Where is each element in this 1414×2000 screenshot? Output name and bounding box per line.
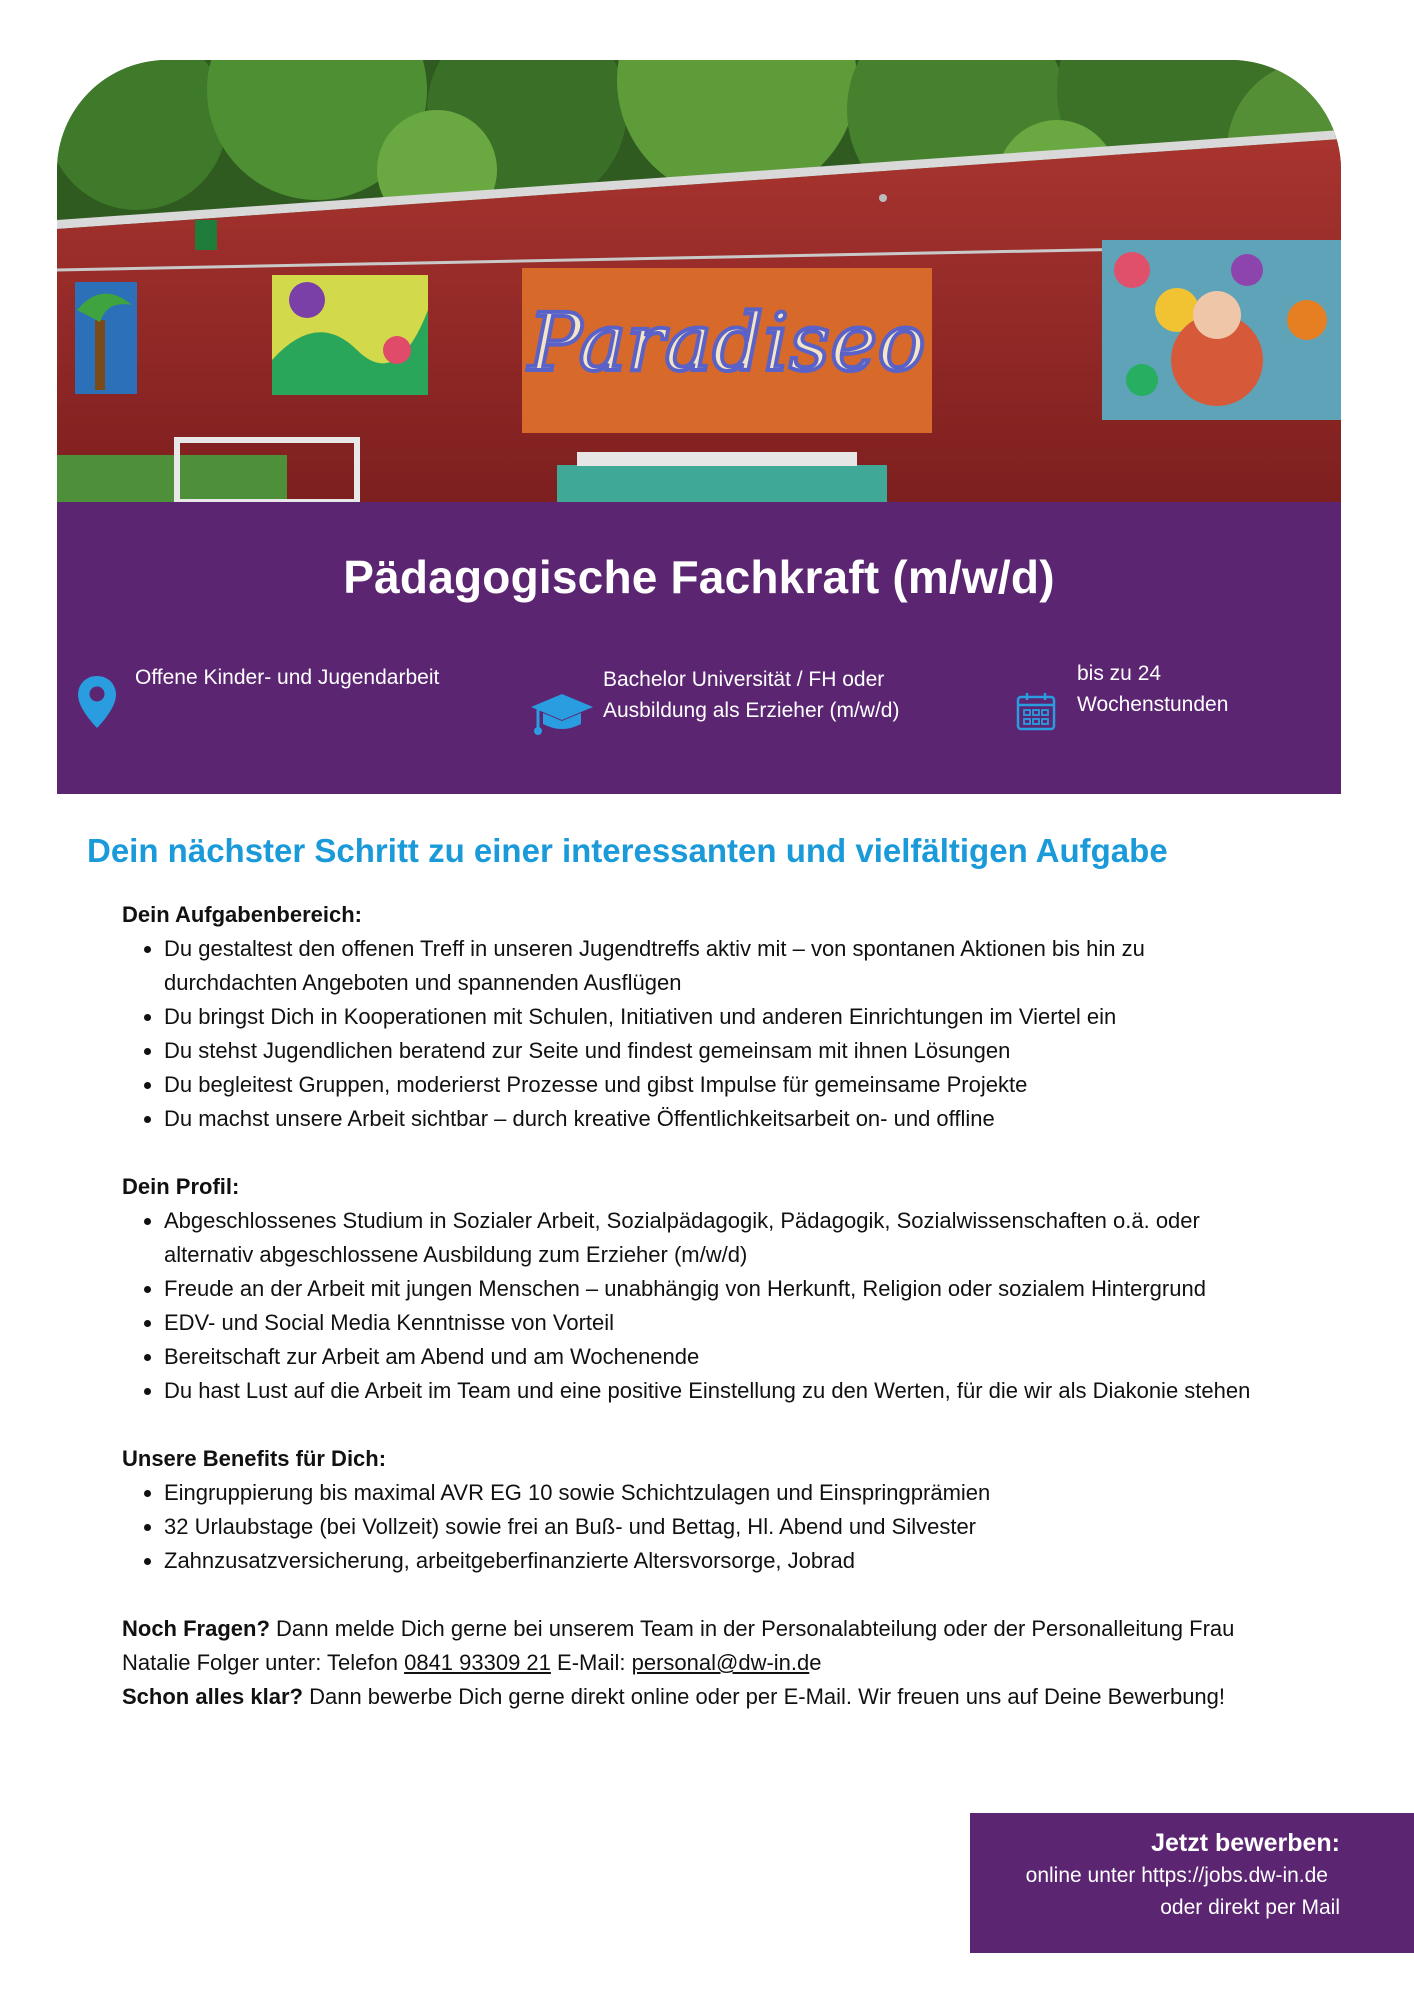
info-working-hours-line-2: Wochenstunden bbox=[1077, 693, 1229, 716]
info-field-of-work-line: Offene Kinder- und Jugendarbeit bbox=[135, 666, 440, 689]
section-heading: Dein nächster Schritt zu einer interessanten und vielfältigen Aufgabe bbox=[87, 832, 1168, 869]
profile-list bbox=[122, 1204, 1282, 1408]
contact-info bbox=[122, 1612, 1252, 1714]
list-item: • Eingruppierung bis maximal AVR EG 10 sowie Schichtzulagen und Einspringprämien bbox=[164, 1476, 1282, 1510]
apply-online-link[interactable]: online unter https://jobs.dw-in.de bbox=[1025, 1864, 1328, 1887]
email-label: E-Mail: bbox=[550, 1650, 632, 1675]
ready-text: Dann bewerbe Dich gerne direkt online oder per E-Mail. Wir freuen uns auf Deine Bewerbung! bbox=[302, 1684, 1226, 1709]
list-item: • Zahnzusatzversicherung, arbeitgeberfinanzierte Altersvorsorge, Jobrad bbox=[164, 1544, 1282, 1578]
list-item: • Du gestaltest den offenen Treff in unseren Jugendtreffs aktiv mit – von spontanen Aktionen bis hin zu durchdachten Angeboten und spannenden Ausflügen bbox=[164, 932, 1282, 1000]
benefits-list bbox=[122, 1476, 1282, 1578]
list-item: • Abgeschlossenes Studium in Sozialer Arbeit, Sozialpädagogik, Pädagogik, Sozialwissenschaften o.ä. oder alternativ abgeschlossene Ausbildung zum Erzieher (m/w/d) bbox=[164, 1204, 1282, 1272]
questions-paragraph bbox=[122, 1612, 1252, 1680]
tasks-list bbox=[122, 932, 1282, 1136]
job-info-band bbox=[57, 502, 1341, 794]
info-qualification-line-2: Ausbildung als Erzieher (m/w/d) bbox=[603, 699, 900, 722]
info-working-hours bbox=[1077, 658, 1317, 720]
apply-box bbox=[970, 1813, 1414, 1953]
hero-illustration bbox=[57, 60, 1341, 502]
list-item: • EDV- und Social Media Kenntnisse von Vorteil bbox=[164, 1306, 1282, 1340]
calendar-icon bbox=[1015, 690, 1057, 732]
list-item: • Du hast Lust auf die Arbeit im Team und eine positive Einstellung zu den Werten, für die wir als Diakonie stehen bbox=[164, 1374, 1282, 1408]
ready-paragraph bbox=[122, 1680, 1252, 1714]
graduation-cap-icon bbox=[529, 692, 595, 738]
email-link[interactable]: personal@dw-in.d bbox=[631, 1650, 810, 1675]
job-title: Pädagogische Fachkraft (m/w/d) bbox=[343, 551, 1055, 603]
questions-text: Dann melde Dich gerne bei unserem Team in der Personalabteilung oder der Personalleitung Frau Natalie Folger unter: Telefon bbox=[122, 1616, 1235, 1675]
list-item: • Du stehst Jugendlichen beratend zur Seite und findest gemeinsam mit ihnen Lösungen bbox=[164, 1034, 1282, 1068]
list-item: • Du bringst Dich in Kooperationen mit Schulen, Initiativen und anderen Einrichtungen im Viertel ein bbox=[164, 1000, 1282, 1034]
list-item: • Bereitschaft zur Arbeit am Abend und am Wochenende bbox=[164, 1340, 1282, 1374]
section-title-benefits: Unsere Benefits für Dich: bbox=[122, 1446, 387, 1471]
info-working-hours-line-1: bis zu 24 bbox=[1077, 662, 1162, 685]
info-field-of-work bbox=[135, 662, 515, 693]
phone-link[interactable]: 0841 93309 21 bbox=[404, 1650, 551, 1675]
location-pin-icon bbox=[76, 674, 118, 730]
email-end: e bbox=[809, 1650, 822, 1675]
apply-title: Jetzt bewerben: bbox=[1151, 1829, 1340, 1857]
job-description bbox=[122, 898, 1282, 1714]
info-qualification bbox=[603, 664, 983, 726]
list-item: • 32 Urlaubstage (bei Vollzeit) sowie frei an Buß- und Bettag, Hl. Abend und Silvester bbox=[164, 1510, 1282, 1544]
list-item: • Du begleitest Gruppen, moderierst Prozesse und gibst Impulse für gemeinsame Projekte bbox=[164, 1068, 1282, 1102]
apply-mail-text: oder direkt per Mail bbox=[1160, 1896, 1340, 1919]
info-qualification-line-1: Bachelor Universität / FH oder bbox=[603, 668, 885, 691]
ready-label: Schon alles klar? bbox=[122, 1684, 303, 1709]
questions-label: Noch Fragen? bbox=[122, 1616, 270, 1641]
hero-image bbox=[57, 60, 1341, 502]
list-item: • Freude an der Arbeit mit jungen Menschen – unabhängig von Herkunft, Religion oder sozialem Hintergrund bbox=[164, 1272, 1282, 1306]
section-title-tasks: Dein Aufgabenbereich: bbox=[122, 902, 362, 927]
mural-sign-text: Paradiseo bbox=[528, 296, 926, 389]
section-title-profile: Dein Profil: bbox=[122, 1174, 240, 1199]
list-item: • Du machst unsere Arbeit sichtbar – durch kreative Öffentlichkeitsarbeit on- und offline bbox=[164, 1102, 1282, 1136]
